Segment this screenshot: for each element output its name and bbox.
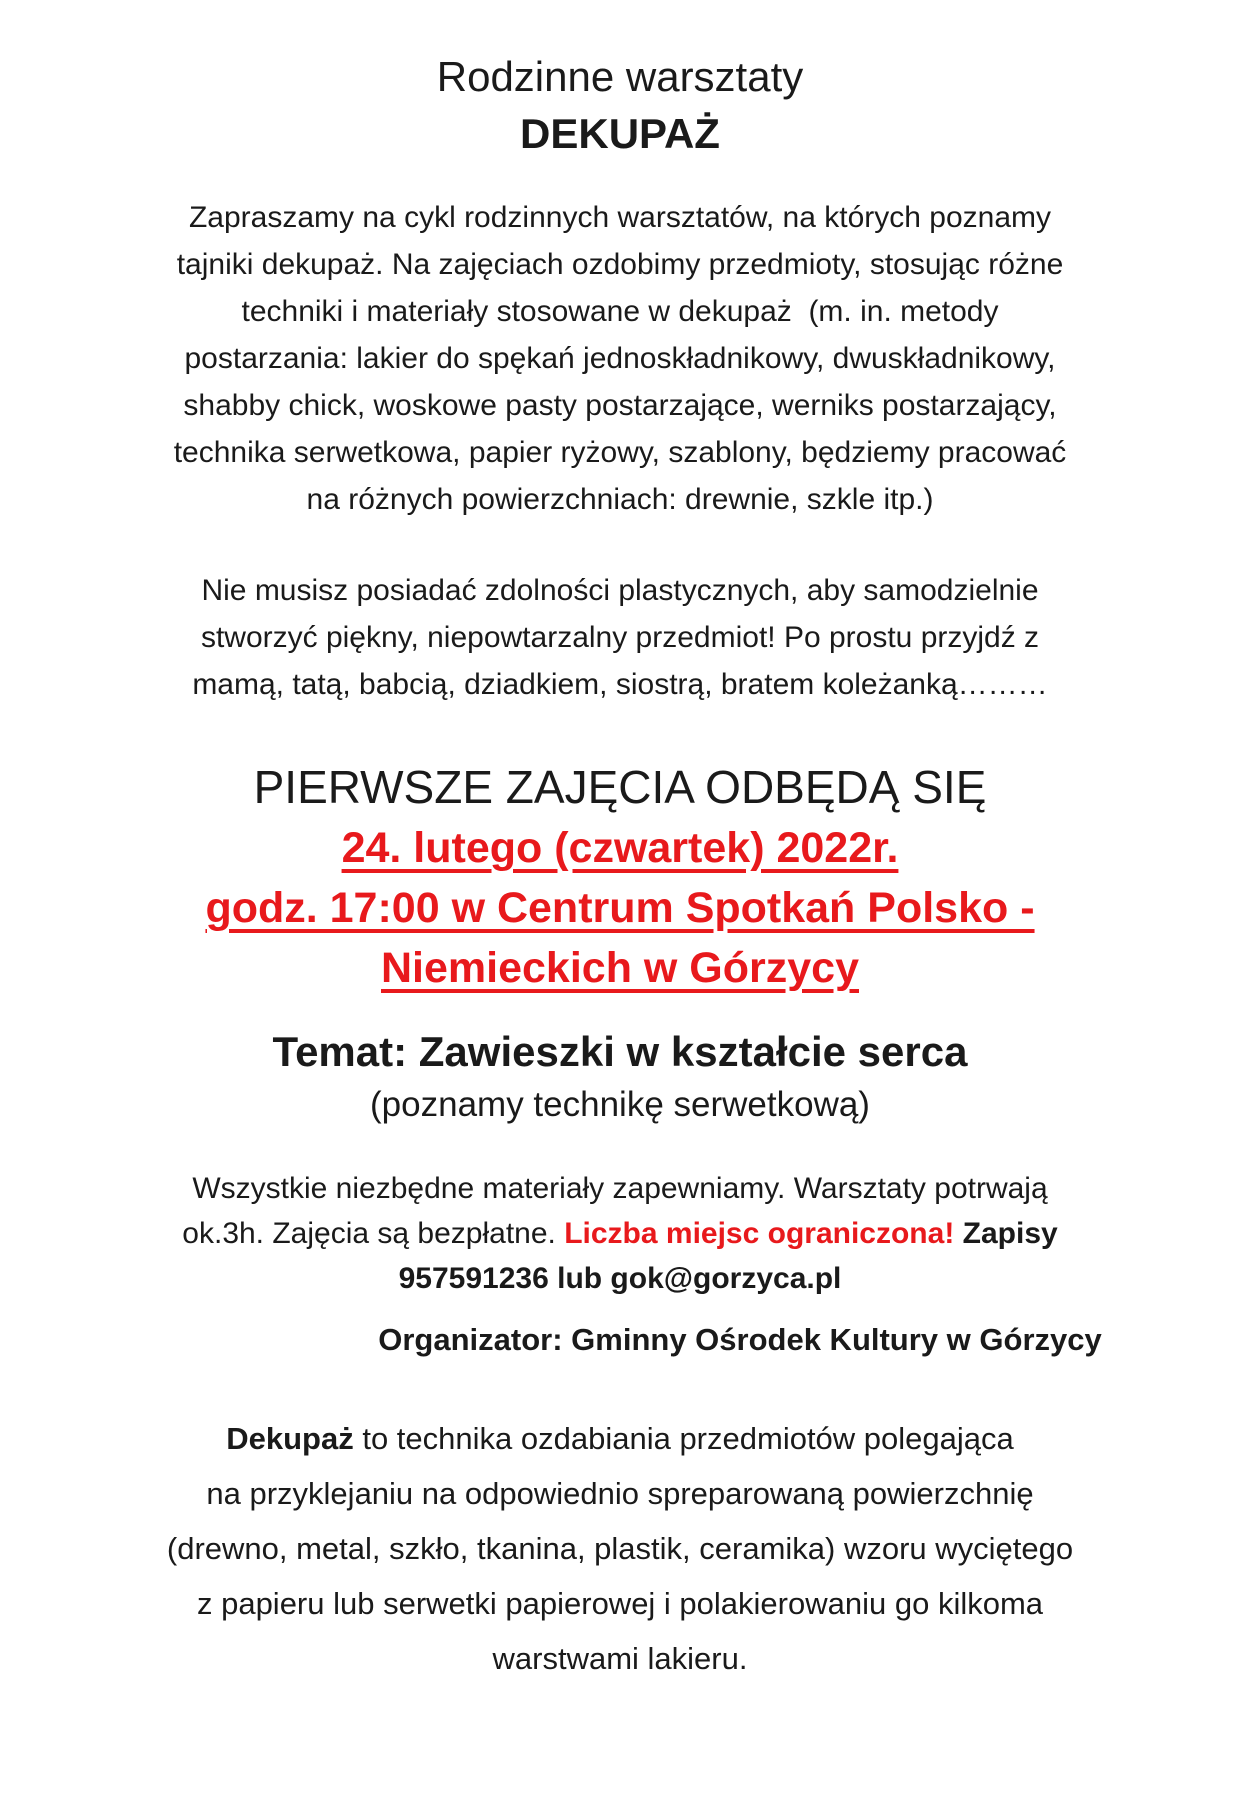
limited-seats-warning: Liczba miejsc ograniczona! xyxy=(564,1217,955,1250)
page-title: Rodzinne warsztaty xyxy=(436,53,804,100)
intro-line-5: shabby chick, woskowe pasty postarzające, werniks postarzający, xyxy=(183,389,1057,422)
definition-term: Dekupaż xyxy=(226,1421,354,1456)
organizer-line: Organizator: Gminny Ośrodek Kultury w Górzycy xyxy=(378,1322,1102,1357)
intro-line-6: technika serwetkowa, papier ryżowy, szablony, będziemy pracować xyxy=(173,436,1067,469)
topic-heading: Temat: Zawieszki w kształcie serca xyxy=(272,1028,968,1075)
topic-block xyxy=(90,1024,1150,1130)
invitation-line-2: stworzyć piękny, niepowtarzalny przedmiot! Po prostu przyjdź z xyxy=(200,621,1040,654)
intro-paragraph xyxy=(90,194,1150,523)
decoupage-definition xyxy=(90,1411,1150,1686)
intro-line-7: na różnych powierzchniach: drewnie, szkle itp.) xyxy=(306,483,934,516)
intro-line-2: tajniki dekupaż. Na zajęciach ozdobimy przedmioty, stosując różne xyxy=(176,248,1064,281)
contact-phone-email: 957591236 lub gok@gorzyca.pl xyxy=(398,1262,842,1295)
invitation-line-3: mamą, tatą, babcią, dziadkiem, siostrą, bratem koleżanką……… xyxy=(192,668,1048,701)
announcement-block xyxy=(90,756,1150,998)
event-time-location-1: godz. 17:00 w Centrum Spotkań Polsko - xyxy=(205,884,1035,932)
details-line-1: Wszystkie niezbędne materiały zapewniamy. Warsztaty potrwają xyxy=(192,1172,1048,1205)
intro-line-1: Zapraszamy na cykl rodzinnych warsztatów, na których poznamy xyxy=(188,201,1052,234)
first-session-heading: PIERWSZE ZAJĘCIA ODBĘDĄ SIĘ xyxy=(253,761,987,813)
signups-label: Zapisy xyxy=(954,1217,1058,1250)
invitation-paragraph xyxy=(90,567,1150,708)
definition-line-5: warstwami lakieru. xyxy=(492,1641,748,1676)
event-time-location-2: Niemieckich w Górzycy xyxy=(381,944,859,992)
title-block xyxy=(90,48,1150,162)
invitation-line-1: Nie musisz posiadać zdolności plastycznych, aby samodzielnie xyxy=(201,574,1039,607)
intro-line-3: techniki i materiały stosowane w dekupaż (m. in. metody xyxy=(241,295,999,328)
flyer-page xyxy=(90,48,1150,1686)
definition-line-4: z papieru lub serwetki papierowej i polakierowaniu go kilkoma xyxy=(196,1586,1044,1621)
event-date: 24. lutego (czwartek) 2022r. xyxy=(341,824,899,872)
details-free-text: ok.3h. Zajęcia są bezpłatne. xyxy=(182,1217,565,1250)
page-subtitle: DEKUPAŻ xyxy=(520,110,720,157)
definition-line-1-rest: to technika ozdabiania przedmiotów polegająca xyxy=(353,1421,1014,1456)
topic-subheading: (poznamy technikę serwetkową) xyxy=(370,1085,870,1124)
details-paragraph xyxy=(90,1166,1150,1301)
definition-line-1 xyxy=(90,1411,1150,1466)
intro-line-4: postarzania: lakier do spękań jednoskładnikowy, dwuskładnikowy, xyxy=(184,342,1056,375)
definition-line-2: na przyklejaniu na odpowiednio spreparowaną powierzchnię xyxy=(206,1476,1034,1511)
definition-line-3: (drewno, metal, szkło, tkanina, plastik, ceramika) wzoru wyciętego xyxy=(166,1531,1074,1566)
details-line-2 xyxy=(90,1211,1150,1256)
